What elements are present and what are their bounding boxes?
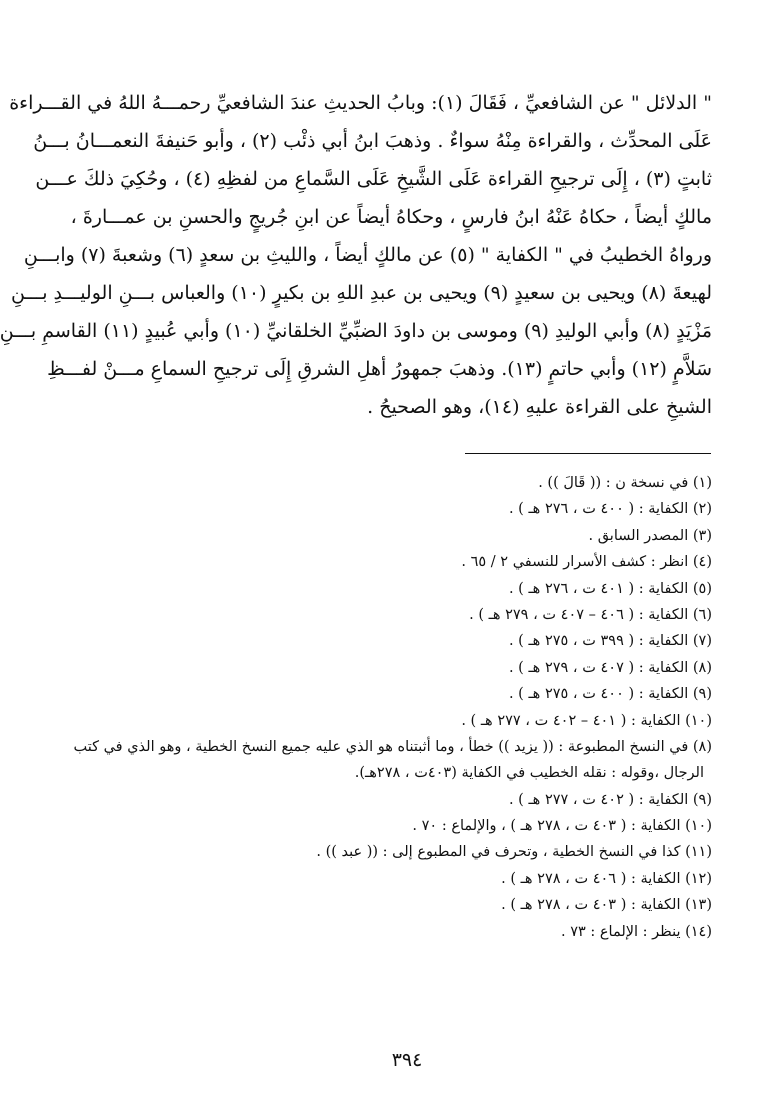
footnote: (١٤) ينظر : الإلماع : ٧٣ .	[561, 923, 712, 940]
footnote: (٧) الكفاية : ( ٣٩٩ ت ، ٢٧٥ هـ ) .	[508, 633, 712, 650]
footnote: (١) في نسخة ن : (( قَالَ )) .	[538, 475, 712, 491]
page-number: ٣٩٤	[391, 1049, 423, 1071]
footnote: (١٢) الكفاية : ( ٤٠٦ ت ، ٢٧٨ هـ ) .	[501, 870, 712, 887]
footnote: (١٣) الكفاية : ( ٤٠٣ ت ، ٢٧٨ هـ ) .	[501, 897, 712, 914]
footnote-separator	[465, 453, 711, 454]
main-text-line: سَلاَّمٍ (١٢) وأبي حاتمٍ (١٣). وذهبَ جمهورُ أهلِ الشرقِ إِلَى ترجيحِ السماعِ مـــنْ لفـــظِ	[47, 358, 712, 380]
footnote: (٩) الكفاية : ( ٤٠٢ ت ، ٢٧٧ هـ ) .	[508, 791, 712, 808]
main-text-line: ثابتٍ (٣) ، إِلَى ترجيحِ القراءة عَلَى الشَّيخِ عَلَى السَّماعِ من لفظِهِ (٤) ، وحُكِيَ ذلكَ عـــن	[35, 168, 712, 190]
footnote: (٣) المصدر السابق .	[588, 527, 712, 544]
main-text-line: عَلَى المحدِّث ، والقراءة مِنْهُ سواءٌ . وذهبَ ابنُ أبي ذئْب (٢) ، وأبو حَنيفةَ النعمـــانُ بـــنُ	[33, 130, 712, 152]
footnote: (٨) الكفاية : ( ٤٠٧ ت ، ٢٧٩ هـ ) .	[508, 659, 712, 676]
footnote: (١٠) الكفاية : ( ٤٠١ – ٤٠٢ ت ، ٢٧٧ هـ ) .	[461, 712, 712, 729]
main-text-line: مَزْيَدٍ (٨) وأبي الوليدِ (٩) وموسى بن داودَ الضبِّيِّ الخلقانيِّ (١٠) وأبي عُبيدٍ (١١) القاسمِ بـــنِ	[0, 320, 712, 342]
footnote: (١١) كذا في النسخ الخطية ، وتحرف في المطبوع إلى : (( عبد )) .	[316, 844, 712, 861]
footnote: (١٠) الكفاية : ( ٤٠٣ ت ، ٢٧٨ هـ ) ، والإلماع : ٧٠ .	[412, 818, 712, 835]
footnote: (٩) الكفاية : ( ٤٠٠ ت ، ٢٧٥ هـ ) .	[508, 686, 712, 703]
main-text-line: لهيعةَ (٨) ويحيى بن سعيدٍ (٩) ويحيى بن عبدِ اللهِ بن بكيرٍ (١٠) والعباس بـــنِ الوليـــدِ بـــنِ	[11, 282, 712, 304]
footnote: (٦) الكفاية : ( ٤٠٦ – ٤٠٧ ت ، ٢٧٩ هـ ) .	[469, 606, 712, 623]
footnote-continuation: الرجال ،وقوله : نقله الخطيب في الكفاية (٤٠٣ت ، ٢٧٨هـ).	[354, 765, 704, 782]
main-text-line: الشيخِ على القراءة عليهِ (١٤)، وهو الصحيحُ .	[367, 396, 712, 418]
footnote: (٤) انظر : كشف الأسرار للنسفي ٢ / ٦٥ .	[461, 554, 712, 571]
main-text-line: ورواهُ الخطيبُ في " الكفاية " (٥) عن مالكٍ أيضاً ، والليثِ بن سعدٍ (٦) وشعبةَ (٧) وابـــنِ	[23, 244, 712, 266]
main-text-line: مالكٍ أيضاً ، حكاهُ عَنْهُ ابنُ فارسٍ ، وحكاهُ أيضاً عن ابنِ جُريجٍ والحسنِ بن عمـــارةَ ،	[70, 206, 712, 228]
footnote: (٢) الكفاية : ( ٤٠٠ ت ، ٢٧٦ هـ ) .	[508, 501, 712, 518]
footnote: (٥) الكفاية : ( ٤٠١ ت ، ٢٧٦ هـ ) .	[508, 580, 712, 597]
footnotes	[73, 470, 712, 945]
main-text	[0, 84, 712, 426]
footnote: (٨) في النسخ المطبوعة : (( يزيد )) خطأ ، وما أثبتناه هو الذي عليه جميع النسخ الخطية ، وهو الذي في كتب	[73, 738, 712, 755]
main-text-line: " الدلائل " عن الشافعيِّ ، فَقَالَ (١): وبابُ الحديثِ عندَ الشافعيِّ رحمـــهُ اللهُ في القـــراءة	[9, 92, 712, 114]
